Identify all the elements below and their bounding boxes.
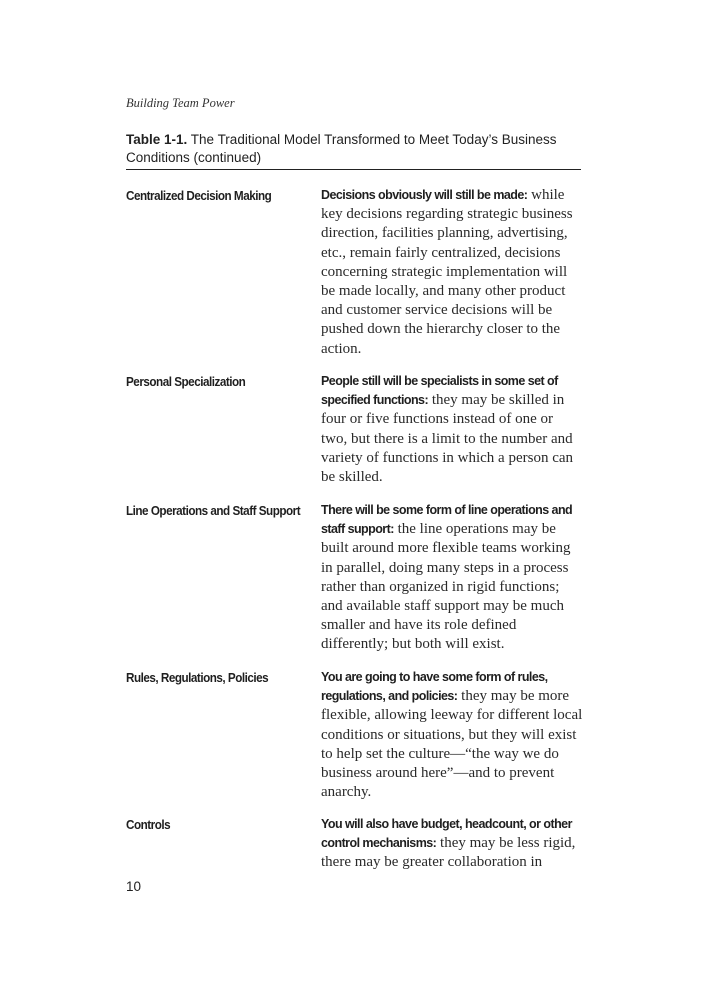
row-lead: There will be some form of line operations and staff support: <box>321 503 573 537</box>
row-text: they may be more flexible, allowing leeway for different local conditions or situations, but they will exist to help set the culture—“the way we do business around here”—and to prevent anarchy. <box>321 688 583 801</box>
row-description <box>321 668 583 802</box>
row-term: Controls <box>126 817 171 832</box>
row-description <box>321 501 583 655</box>
table-caption-text: The Traditional Model Transformed to Meet Today’s Business Conditions (continued) <box>126 132 557 165</box>
row-description <box>321 372 583 487</box>
row-lead: You will also have budget, headcount, or other control mechanisms: <box>321 817 572 851</box>
running-head: Building Team Power <box>126 96 235 110</box>
row-term: Rules, Regulations, Policies <box>126 670 269 685</box>
row-text: while key decisions regarding strategic business direction, facilities planning, advertising, etc., remain fairly centralized, decisions concerning strategic implementation will be made locally, and many other product and customer service decisions will be pushed down the hierarchy closer to the action. <box>321 187 573 357</box>
caption-rule <box>126 169 581 170</box>
table-caption <box>126 131 581 167</box>
row-term: Centralized Decision Making <box>126 188 272 203</box>
row-text: they may be less rigid, there may be greater collaboration in <box>321 835 576 871</box>
row-description <box>321 815 583 873</box>
row-lead: People still will be specialists in some set of specified functions: <box>321 374 558 408</box>
page-number: 10 <box>126 879 142 894</box>
row-lead: Decisions obviously will still be made: <box>321 188 528 202</box>
row-text: the line operations may be built around more flexible teams working in parallel, doing many steps in a process rather than organized in rigid functions; and available staff support may be much smaller and have its role defined differently; but both will exist. <box>321 521 571 653</box>
row-lead: You are going to have some form of rules, regulations, and policies: <box>321 670 548 704</box>
row-term: Line Operations and Staff Support <box>126 503 301 518</box>
table-caption-label: Table 1-1. <box>126 132 188 147</box>
row-term: Personal Specialization <box>126 374 246 389</box>
row-text: they may be skilled in four or five functions instead of one or two, but there is a limit to the number and variety of functions in which a person can be skilled. <box>321 392 574 486</box>
row-description <box>321 186 583 359</box>
